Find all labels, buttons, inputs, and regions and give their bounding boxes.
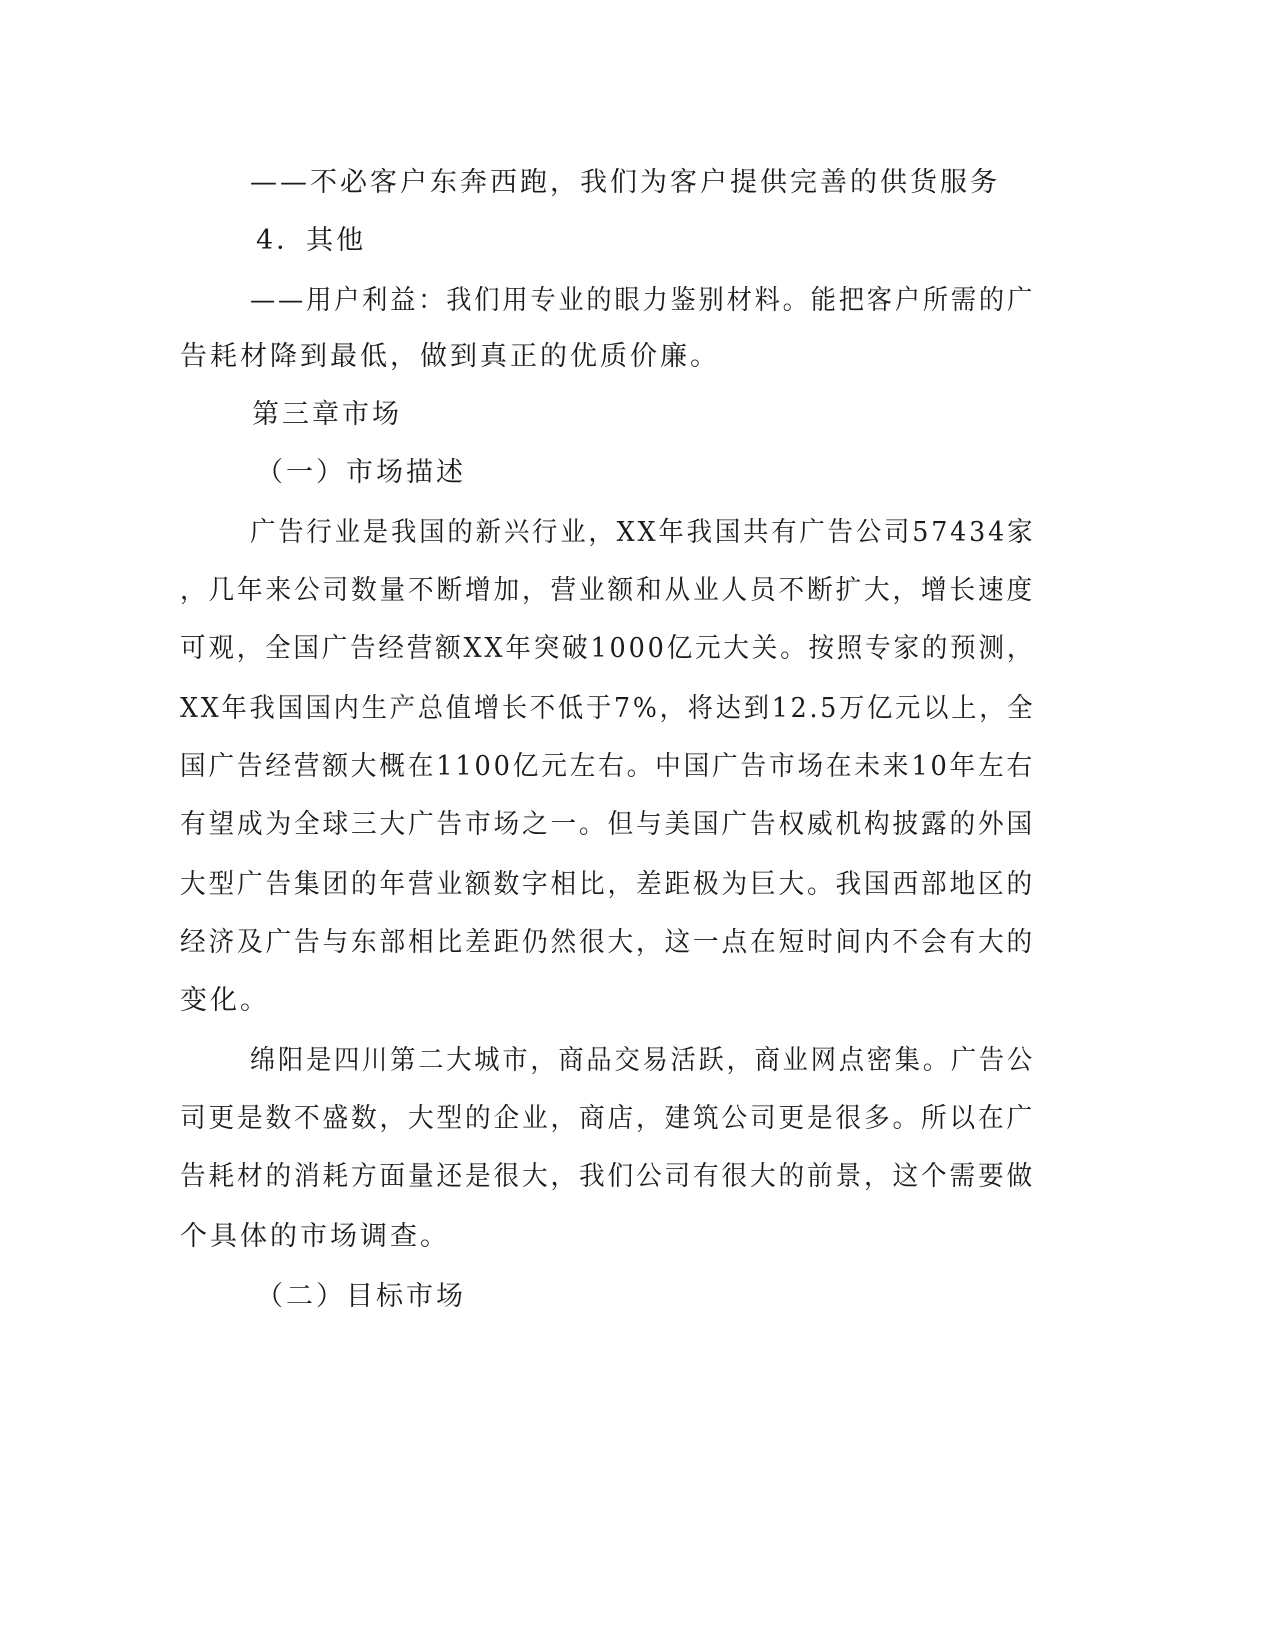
paragraph-mianyang-line-4: 个具体的市场调查。: [180, 1221, 450, 1252]
chapter-heading-market: 第三章市场: [252, 399, 402, 430]
paragraph-market-line-7: 大型广告集团的年营业额数字相比，差距极为巨大。我国西部地区的: [180, 869, 1035, 900]
paragraph-supply-service: ——不必客户东奔西跑，我们为客户提供完善的供货服务: [250, 167, 1000, 198]
paragraph-market-line-6: 有望成为全球三大广告市场之一。但与美国广告权威机构披露的外国: [180, 809, 1035, 840]
section-heading-target-market: （二）目标市场: [256, 1281, 466, 1312]
paragraph-market-line-1: 广告行业是我国的新兴行业，XX年我国共有广告公司57434家: [250, 517, 1036, 548]
section-heading-other: 4．其他: [256, 225, 367, 256]
paragraph-market-line-5: 国广告经营额大概在1100亿元左右。中国广告市场在未来10年左右: [180, 751, 1036, 782]
paragraph-market-line-3: 可观，全国广告经营额XX年突破1000亿元大关。按照专家的预测，: [180, 633, 1036, 664]
paragraph-mianyang-line-2: 司更是数不盛数，大型的企业，商店，建筑公司更是很多。所以在广: [180, 1103, 1035, 1134]
paragraph-market-line-4: XX年我国国内生产总值增长不低于7%，将达到12.5万亿元以上，全: [180, 693, 1036, 724]
section-heading-market-description: （一）市场描述: [256, 457, 466, 488]
paragraph-market-line-2: ，几年来公司数量不断增加，营业额和从业人员不断扩大，增长速度: [180, 575, 1035, 606]
paragraph-user-benefit-line-2: 告耗材降到最低，做到真正的优质价廉。: [180, 341, 720, 372]
paragraph-mianyang-line-3: 告耗材的消耗方面量还是很大，我们公司有很大的前景，这个需要做: [180, 1161, 1035, 1192]
paragraph-user-benefit-line-1: ——用户利益：我们用专业的眼力鉴别材料。能把客户所需的广: [250, 285, 1035, 316]
paragraph-mianyang-line-1: 绵阳是四川第二大城市，商品交易活跃，商业网点密集。广告公: [250, 1045, 1035, 1076]
paragraph-market-line-9: 变化。: [180, 985, 270, 1016]
paragraph-market-line-8: 经济及广告与东部相比差距仍然很大，这一点在短时间内不会有大的: [180, 927, 1035, 958]
